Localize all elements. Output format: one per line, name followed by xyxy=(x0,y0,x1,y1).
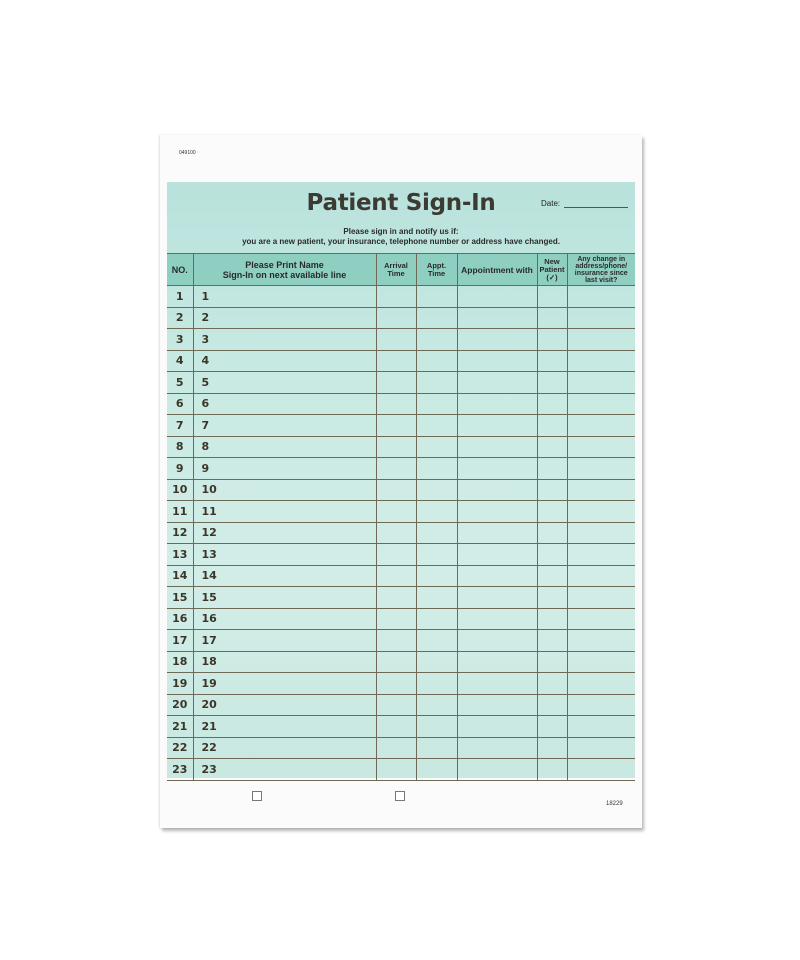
row-number: 21 xyxy=(167,716,193,738)
table-row xyxy=(167,759,635,781)
any-change-cell[interactable] xyxy=(567,587,635,609)
row-number: 7 xyxy=(167,415,193,437)
any-change-cell[interactable] xyxy=(567,630,635,652)
header-new-patient: New Patient (✓) xyxy=(537,254,567,286)
checkbox-right[interactable] xyxy=(395,791,405,801)
appt-time-cell[interactable] xyxy=(416,651,457,673)
any-change-cell[interactable] xyxy=(567,651,635,673)
row-number: 23 xyxy=(167,759,193,781)
row-number: 18 xyxy=(167,651,193,673)
row-number: 12 xyxy=(167,522,193,544)
form-code-top: 049100 xyxy=(179,150,196,156)
appointment-with-cell[interactable] xyxy=(457,307,537,329)
appt-time-cell[interactable] xyxy=(416,501,457,523)
appointment-with-cell[interactable] xyxy=(457,737,537,759)
appointment-with-cell[interactable] xyxy=(457,759,537,781)
arrival-time-cell[interactable] xyxy=(376,458,416,480)
appt-time-cell[interactable] xyxy=(416,587,457,609)
row-number: 2 xyxy=(167,307,193,329)
new-patient-cell[interactable] xyxy=(537,694,567,716)
arrival-time-cell[interactable] xyxy=(376,651,416,673)
table-row xyxy=(167,587,635,609)
table-row xyxy=(167,673,635,695)
row-number: 6 xyxy=(167,393,193,415)
new-patient-cell[interactable] xyxy=(537,350,567,372)
any-change-cell[interactable] xyxy=(567,694,635,716)
arrival-time-cell[interactable] xyxy=(376,329,416,351)
name-cell[interactable]: 15 xyxy=(193,587,376,609)
arrival-time-cell[interactable] xyxy=(376,673,416,695)
header-name: Please Print Name Sign-In on next available line xyxy=(193,254,376,286)
row-number: 17 xyxy=(167,630,193,652)
new-patient-cell[interactable] xyxy=(537,458,567,480)
any-change-cell[interactable] xyxy=(567,501,635,523)
table-row xyxy=(167,436,635,458)
any-change-cell[interactable] xyxy=(567,415,635,437)
any-change-cell[interactable] xyxy=(567,436,635,458)
appointment-with-cell[interactable] xyxy=(457,286,537,308)
name-cell[interactable]: 7 xyxy=(193,415,376,437)
appt-time-cell[interactable] xyxy=(416,350,457,372)
arrival-time-cell[interactable] xyxy=(376,415,416,437)
instruction-line-1: Please sign in and notify us if: xyxy=(343,227,459,236)
form-title: Patient Sign-In xyxy=(306,190,496,216)
appointment-with-cell[interactable] xyxy=(457,608,537,630)
new-patient-cell[interactable] xyxy=(537,544,567,566)
name-cell[interactable]: 11 xyxy=(193,501,376,523)
appointment-with-cell[interactable] xyxy=(457,436,537,458)
row-number: 22 xyxy=(167,737,193,759)
name-cell[interactable]: 5 xyxy=(193,372,376,394)
appointment-with-cell[interactable] xyxy=(457,329,537,351)
name-cell[interactable]: 3 xyxy=(193,329,376,351)
table-header-row xyxy=(167,254,635,286)
appt-time-cell[interactable] xyxy=(416,522,457,544)
any-change-cell[interactable] xyxy=(567,759,635,781)
name-cell[interactable]: 21 xyxy=(193,716,376,738)
appt-time-cell[interactable] xyxy=(416,372,457,394)
name-cell[interactable]: 6 xyxy=(193,393,376,415)
arrival-time-cell[interactable] xyxy=(376,716,416,738)
date-label: Date: xyxy=(541,199,561,208)
header-appt-time: Appt. Time xyxy=(416,254,457,286)
new-patient-cell[interactable] xyxy=(537,630,567,652)
checkbox-left[interactable] xyxy=(252,791,262,801)
appt-time-cell[interactable] xyxy=(416,565,457,587)
arrival-time-cell[interactable] xyxy=(376,393,416,415)
appointment-with-cell[interactable] xyxy=(457,501,537,523)
table-row xyxy=(167,329,635,351)
arrival-time-cell[interactable] xyxy=(376,565,416,587)
row-number: 15 xyxy=(167,587,193,609)
row-number: 8 xyxy=(167,436,193,458)
header-any-change: Any change in address/phone/ insurance since last visit? xyxy=(567,254,635,286)
appt-time-cell[interactable] xyxy=(416,759,457,781)
new-patient-cell[interactable] xyxy=(537,372,567,394)
arrival-time-cell[interactable] xyxy=(376,350,416,372)
new-patient-cell[interactable] xyxy=(537,651,567,673)
appt-time-cell[interactable] xyxy=(416,737,457,759)
name-cell[interactable]: 2 xyxy=(193,307,376,329)
new-patient-cell[interactable] xyxy=(537,522,567,544)
any-change-cell[interactable] xyxy=(567,372,635,394)
any-change-cell[interactable] xyxy=(567,544,635,566)
appt-time-cell[interactable] xyxy=(416,436,457,458)
row-number: 13 xyxy=(167,544,193,566)
name-cell[interactable]: 18 xyxy=(193,651,376,673)
new-patient-cell[interactable] xyxy=(537,673,567,695)
appt-time-cell[interactable] xyxy=(416,458,457,480)
any-change-cell[interactable] xyxy=(567,286,635,308)
header-arrival-time: Arrival Time xyxy=(376,254,416,286)
table-row xyxy=(167,716,635,738)
appt-time-cell[interactable] xyxy=(416,479,457,501)
sign-in-table xyxy=(167,253,635,781)
new-patient-cell[interactable] xyxy=(537,716,567,738)
instruction-line-2: you are a new patient, your insurance, telephone number or address have changed. xyxy=(242,237,560,246)
appointment-with-cell[interactable] xyxy=(457,587,537,609)
arrival-time-cell[interactable] xyxy=(376,501,416,523)
date-field[interactable] xyxy=(564,207,628,208)
name-cell[interactable]: 17 xyxy=(193,630,376,652)
appointment-with-cell[interactable] xyxy=(457,673,537,695)
arrival-time-cell[interactable] xyxy=(376,694,416,716)
new-patient-cell[interactable] xyxy=(537,565,567,587)
appt-time-cell[interactable] xyxy=(416,673,457,695)
any-change-cell[interactable] xyxy=(567,737,635,759)
name-cell[interactable]: 14 xyxy=(193,565,376,587)
new-patient-cell[interactable] xyxy=(537,329,567,351)
appointment-with-cell[interactable] xyxy=(457,544,537,566)
header-no: NO. xyxy=(167,254,193,286)
any-change-cell[interactable] xyxy=(567,716,635,738)
arrival-time-cell[interactable] xyxy=(376,286,416,308)
name-cell[interactable]: 12 xyxy=(193,522,376,544)
appointment-with-cell[interactable] xyxy=(457,522,537,544)
any-change-cell[interactable] xyxy=(567,565,635,587)
table-row xyxy=(167,458,635,480)
name-cell[interactable]: 23 xyxy=(193,759,376,781)
table-row xyxy=(167,694,635,716)
appt-time-cell[interactable] xyxy=(416,329,457,351)
appointment-with-cell[interactable] xyxy=(457,415,537,437)
name-cell[interactable]: 9 xyxy=(193,458,376,480)
row-number: 5 xyxy=(167,372,193,394)
any-change-cell[interactable] xyxy=(567,307,635,329)
table-row xyxy=(167,544,635,566)
appt-time-cell[interactable] xyxy=(416,630,457,652)
arrival-time-cell[interactable] xyxy=(376,479,416,501)
new-patient-cell[interactable] xyxy=(537,436,567,458)
name-cell[interactable]: 20 xyxy=(193,694,376,716)
appointment-with-cell[interactable] xyxy=(457,393,537,415)
any-change-cell[interactable] xyxy=(567,458,635,480)
appt-time-cell[interactable] xyxy=(416,307,457,329)
row-number: 10 xyxy=(167,479,193,501)
any-change-cell[interactable] xyxy=(567,608,635,630)
arrival-time-cell[interactable] xyxy=(376,307,416,329)
table-row xyxy=(167,479,635,501)
table-row xyxy=(167,737,635,759)
table-row xyxy=(167,630,635,652)
appointment-with-cell[interactable] xyxy=(457,716,537,738)
row-number: 3 xyxy=(167,329,193,351)
appt-time-cell[interactable] xyxy=(416,694,457,716)
row-number: 11 xyxy=(167,501,193,523)
new-patient-cell[interactable] xyxy=(537,737,567,759)
name-cell[interactable]: 22 xyxy=(193,737,376,759)
appt-time-cell[interactable] xyxy=(416,608,457,630)
sign-in-form xyxy=(167,182,635,778)
name-cell[interactable]: 10 xyxy=(193,479,376,501)
row-number: 1 xyxy=(167,286,193,308)
new-patient-cell[interactable] xyxy=(537,393,567,415)
arrival-time-cell[interactable] xyxy=(376,587,416,609)
appt-time-cell[interactable] xyxy=(416,393,457,415)
name-cell[interactable]: 13 xyxy=(193,544,376,566)
new-patient-cell[interactable] xyxy=(537,608,567,630)
table-row xyxy=(167,350,635,372)
appt-time-cell[interactable] xyxy=(416,286,457,308)
table-row xyxy=(167,565,635,587)
row-number: 14 xyxy=(167,565,193,587)
table-row xyxy=(167,307,635,329)
table-row xyxy=(167,608,635,630)
table-row xyxy=(167,522,635,544)
name-cell[interactable]: 1 xyxy=(193,286,376,308)
table-row xyxy=(167,415,635,437)
arrival-time-cell[interactable] xyxy=(376,522,416,544)
row-number: 9 xyxy=(167,458,193,480)
arrival-time-cell[interactable] xyxy=(376,372,416,394)
appt-time-cell[interactable] xyxy=(416,415,457,437)
name-cell[interactable]: 8 xyxy=(193,436,376,458)
arrival-time-cell[interactable] xyxy=(376,608,416,630)
appt-time-cell[interactable] xyxy=(416,716,457,738)
any-change-cell[interactable] xyxy=(567,329,635,351)
row-number: 16 xyxy=(167,608,193,630)
table-row xyxy=(167,501,635,523)
any-change-cell[interactable] xyxy=(567,350,635,372)
appointment-with-cell[interactable] xyxy=(457,565,537,587)
table-row xyxy=(167,651,635,673)
appt-time-cell[interactable] xyxy=(416,544,457,566)
any-change-cell[interactable] xyxy=(567,479,635,501)
row-number: 20 xyxy=(167,694,193,716)
appointment-with-cell[interactable] xyxy=(457,479,537,501)
arrival-time-cell[interactable] xyxy=(376,759,416,781)
appointment-with-cell[interactable] xyxy=(457,458,537,480)
appointment-with-cell[interactable] xyxy=(457,630,537,652)
appointment-with-cell[interactable] xyxy=(457,372,537,394)
new-patient-cell[interactable] xyxy=(537,415,567,437)
new-patient-cell[interactable] xyxy=(537,759,567,781)
new-patient-cell[interactable] xyxy=(537,501,567,523)
arrival-time-cell[interactable] xyxy=(376,737,416,759)
arrival-time-cell[interactable] xyxy=(376,544,416,566)
any-change-cell[interactable] xyxy=(567,393,635,415)
appointment-with-cell[interactable] xyxy=(457,694,537,716)
new-patient-cell[interactable] xyxy=(537,286,567,308)
row-number: 19 xyxy=(167,673,193,695)
sign-in-rows xyxy=(167,286,635,781)
row-number: 4 xyxy=(167,350,193,372)
name-cell[interactable]: 4 xyxy=(193,350,376,372)
table-row xyxy=(167,393,635,415)
arrival-time-cell[interactable] xyxy=(376,436,416,458)
new-patient-cell[interactable] xyxy=(537,307,567,329)
new-patient-cell[interactable] xyxy=(537,587,567,609)
table-row xyxy=(167,372,635,394)
form-code-bottom: 18229 xyxy=(606,801,623,807)
name-cell[interactable]: 19 xyxy=(193,673,376,695)
new-patient-cell[interactable] xyxy=(537,479,567,501)
any-change-cell[interactable] xyxy=(567,673,635,695)
appointment-with-cell[interactable] xyxy=(457,651,537,673)
header-appointment-with: Appointment with xyxy=(457,254,537,286)
appointment-with-cell[interactable] xyxy=(457,350,537,372)
any-change-cell[interactable] xyxy=(567,522,635,544)
table-row xyxy=(167,286,635,308)
name-cell[interactable]: 16 xyxy=(193,608,376,630)
arrival-time-cell[interactable] xyxy=(376,630,416,652)
